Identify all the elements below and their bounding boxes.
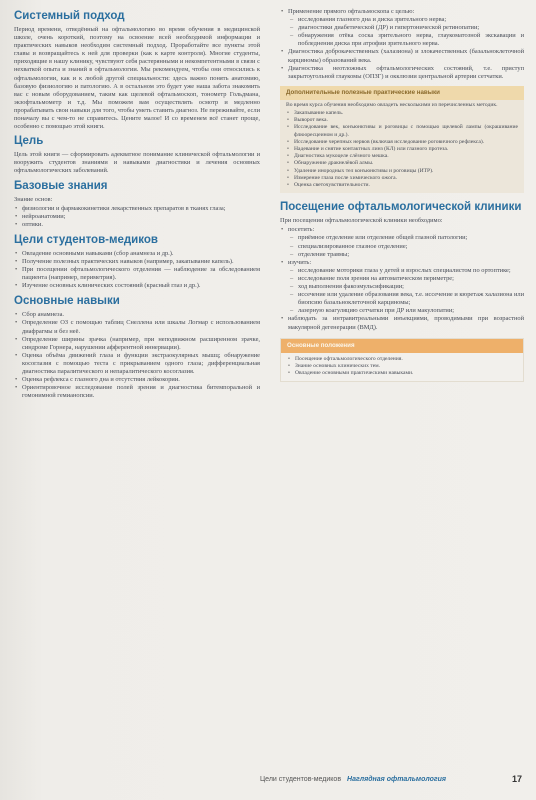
list-subitem: – обнаружения отёка соска зрительного нерва, глаукоматозной экскавации и побледнения диска при атрофии зрительного нерва. (280, 32, 524, 48)
key-points-box (280, 338, 524, 383)
list-item: • Оценка рефлекса с глазного дна и отсутствия лейкокории. (14, 376, 260, 384)
key-points-box-header: Основные положения (281, 339, 523, 353)
list-item: • физиологии и фармакокинетики лекарственных препаратов в тканях глаза; (14, 205, 260, 213)
list-item: • Получение полезных практических навыков (например, закапывание капель). (14, 258, 260, 266)
heading-student-goals: Цели студентов-медиков (14, 233, 158, 246)
list-item: • Исследование черепных нервов (включая исследование роговичного рефлекса). (286, 139, 518, 146)
paragraph-goal: Цель этой книги — сформировать адекватное понимание клинической офтальмологии и вооружить студентов знаниями и навыками диагностики и лечения основных офтальмологических заболеваний. (14, 151, 260, 175)
list-item: • Диагностика мукоцеле слёзного мешка. (286, 153, 518, 160)
student-goals-list (14, 250, 260, 290)
list-item: • Диагностика неотложных офтальмологических состояний, т.е. приступ закрытоугольной глаукомы (ОПЗГ) и окклюзии центральной артерии сетчатки. (280, 65, 524, 81)
ophthalmoscope-list (280, 8, 524, 81)
list-item: • посетить: (280, 226, 524, 234)
list-item: • наблюдать за интравитреальными инъекциями, проводимыми при возрастной макулярной дегенерации (ВМД). (280, 315, 524, 331)
list-subitem: – приёмное отделение или отделение общей глазной патологии; (280, 234, 524, 242)
key-points-list (281, 353, 523, 378)
list-item: • Изучение основных клинических состояний (красный глаз и др.). (14, 282, 260, 290)
heading-goal: Цель (14, 135, 44, 148)
page-number: 17 (511, 774, 522, 784)
heading-clinic-visit: Посещение офтальмологической клиники (280, 201, 522, 214)
list-item: • Диагностика доброкачественных (халазиона) и злокачественных (базальноклеточной карциномы) образований века. (280, 48, 524, 64)
practical-skills-intro: Во время курса обучения необходимо овладеть несколькими из перечисленных методик. (286, 101, 498, 108)
list-item: • Посещение офтальмологического отделения. (287, 356, 517, 363)
list-subitem: – ход выполнения факоэмульсификации; (280, 283, 524, 291)
list-item: • Измерение глаза после химического ожога. (286, 175, 518, 182)
basic-intro: Знание основ: (14, 195, 53, 203)
list-item: • Определение ширины зрачка (например, при неподвижном расширенном зрачке, синдроме Горнера, нарушении афферентной иннервации). (14, 336, 260, 352)
list-item: • Исследование век, конъюнктивы и роговицы с помощью щелевой лампы (окрашивание флюоресцеином и др.). (286, 124, 518, 138)
list-item: • нейроанатомии; (14, 213, 260, 221)
footer-section: Цели студентов-медиков (260, 775, 342, 783)
list-item: • Оценка объёма движений глаза и функции экстраокулярных мышц; обнаружение косоглазия с помощью теста с прикрыванием одного глаза; дифференциальная диагностика паралитического и непаралитического косоглазия. (14, 352, 260, 376)
list-item: • изучить: (280, 259, 524, 267)
footer-book-title: Наглядная офтальмология (347, 775, 447, 783)
list-item: • оптики. (14, 221, 260, 229)
practical-skills-box-header: Дополнительные полезные практические навыки (280, 86, 524, 100)
skills-list (14, 311, 260, 400)
basic-list (14, 205, 260, 229)
clinic-visit-list (280, 226, 524, 331)
list-subitem: – исследования глазного дна и диска зрительного нерва; (280, 16, 524, 24)
list-subitem: – отделение травмы; (280, 251, 524, 259)
right-column (280, 8, 524, 388)
list-item: • Сбор анамнеза. (14, 311, 260, 319)
list-item: • Выворот века. (286, 117, 518, 124)
list-subitem: – исследование моторики глаза у детей и взрослых специалистом по ортоптике; (280, 267, 524, 275)
list-item: • Обнаружение дракнелёвой алмы. (286, 160, 518, 167)
list-subitem: – специализированное глазное отделение; (280, 243, 524, 251)
left-column (14, 8, 260, 405)
list-item: • Знание основных клинических тем. (287, 363, 517, 370)
list-item: • Закапывание капель. (286, 110, 518, 117)
list-item: • Оценка светочувствительности. (286, 182, 518, 189)
list-subitem: – лазерную коагуляцию сетчатки при ДР или макулопатии; (280, 307, 524, 315)
list-item: • Ориентировочное исследование полей зрения и диагностика битемпоральной и гомонимной гемианопсии. (14, 384, 260, 400)
heading-basic: Базовые знания (14, 179, 108, 192)
list-item: • Удаление инородных тел конъюнктивы и роговицы (ИТР). (286, 168, 518, 175)
list-item: • Надевание и снятие контактных линз (КЛ) или глазного протеза. (286, 146, 518, 153)
heading-systemic: Системный подход (14, 10, 125, 22)
practical-skills-list (280, 110, 524, 189)
list-subitem: – исследование поля зрения на автоматическом периметре; (280, 275, 524, 283)
list-item: • Определение ОЗ с помощью таблиц Снеллена или шкалы Логмар с использованием диафрагмы и без неё. (14, 319, 260, 335)
list-item: • Применение прямого офтальмоскопа с целью: (280, 8, 524, 16)
list-item: • Овладение основными навыками (сбор анамнеза и др.). (14, 250, 260, 258)
list-subitem: – диагностики диабетической (ДР) и гипертонической ретинопатии; (280, 24, 524, 32)
clinic-visit-intro: При посещении офтальмологической клиники необходимо: (280, 217, 443, 225)
page-footer (260, 772, 522, 786)
practical-skills-box (280, 86, 524, 193)
list-item: • Овладение основными практическими навыками. (287, 370, 517, 377)
paragraph-systemic: Период времени, отведённый на офтальмологию во время обучения в медицинской школе, очень короткий, поэтому на освоение всей необходимой информации и практических навыков необходим системный подход. Проработайте все пункты этой главы и возвращайтесь к ней для проверки (как к карте контроля). Многие студенты, приходящие в нашу клинику, чувствуют себя растерянными и некомпетентными в связи с нехваткой опыта и знаний в офтальмологии. Мы рекомендуем, чтобы они относились к офтальмологии, как и к любой другой специальности: здесь важно понять анатомию, базовую физиологию и патологию. А в остальном это будет уже наша забота знакомить вас с новым оборудованием, таким как щелевой офтальмоскоп, тонометр Гольдмана, экзофтальмометр и т.д. Мы поможем вам осуществлять осмотр и медленно прорабатывать свои навыки для того, чтобы уметь ставить диагноз. Не переживайте, если поначалу вы с чем-то не справитесь. Цените малое! И со временем всё станет проще, особенно с помощью этой книги. (14, 26, 260, 131)
list-item: • При посещении офтальмологического отделения — наблюдение за обследованием пациента (например, периметрия). (14, 266, 260, 282)
heading-skills: Основные навыки (14, 295, 120, 308)
list-subitem: – иссечение или удаление образования века, т.е. иссечение и кюретаж халазиона или биопсию базальноклеточной карциномы; (280, 291, 524, 307)
